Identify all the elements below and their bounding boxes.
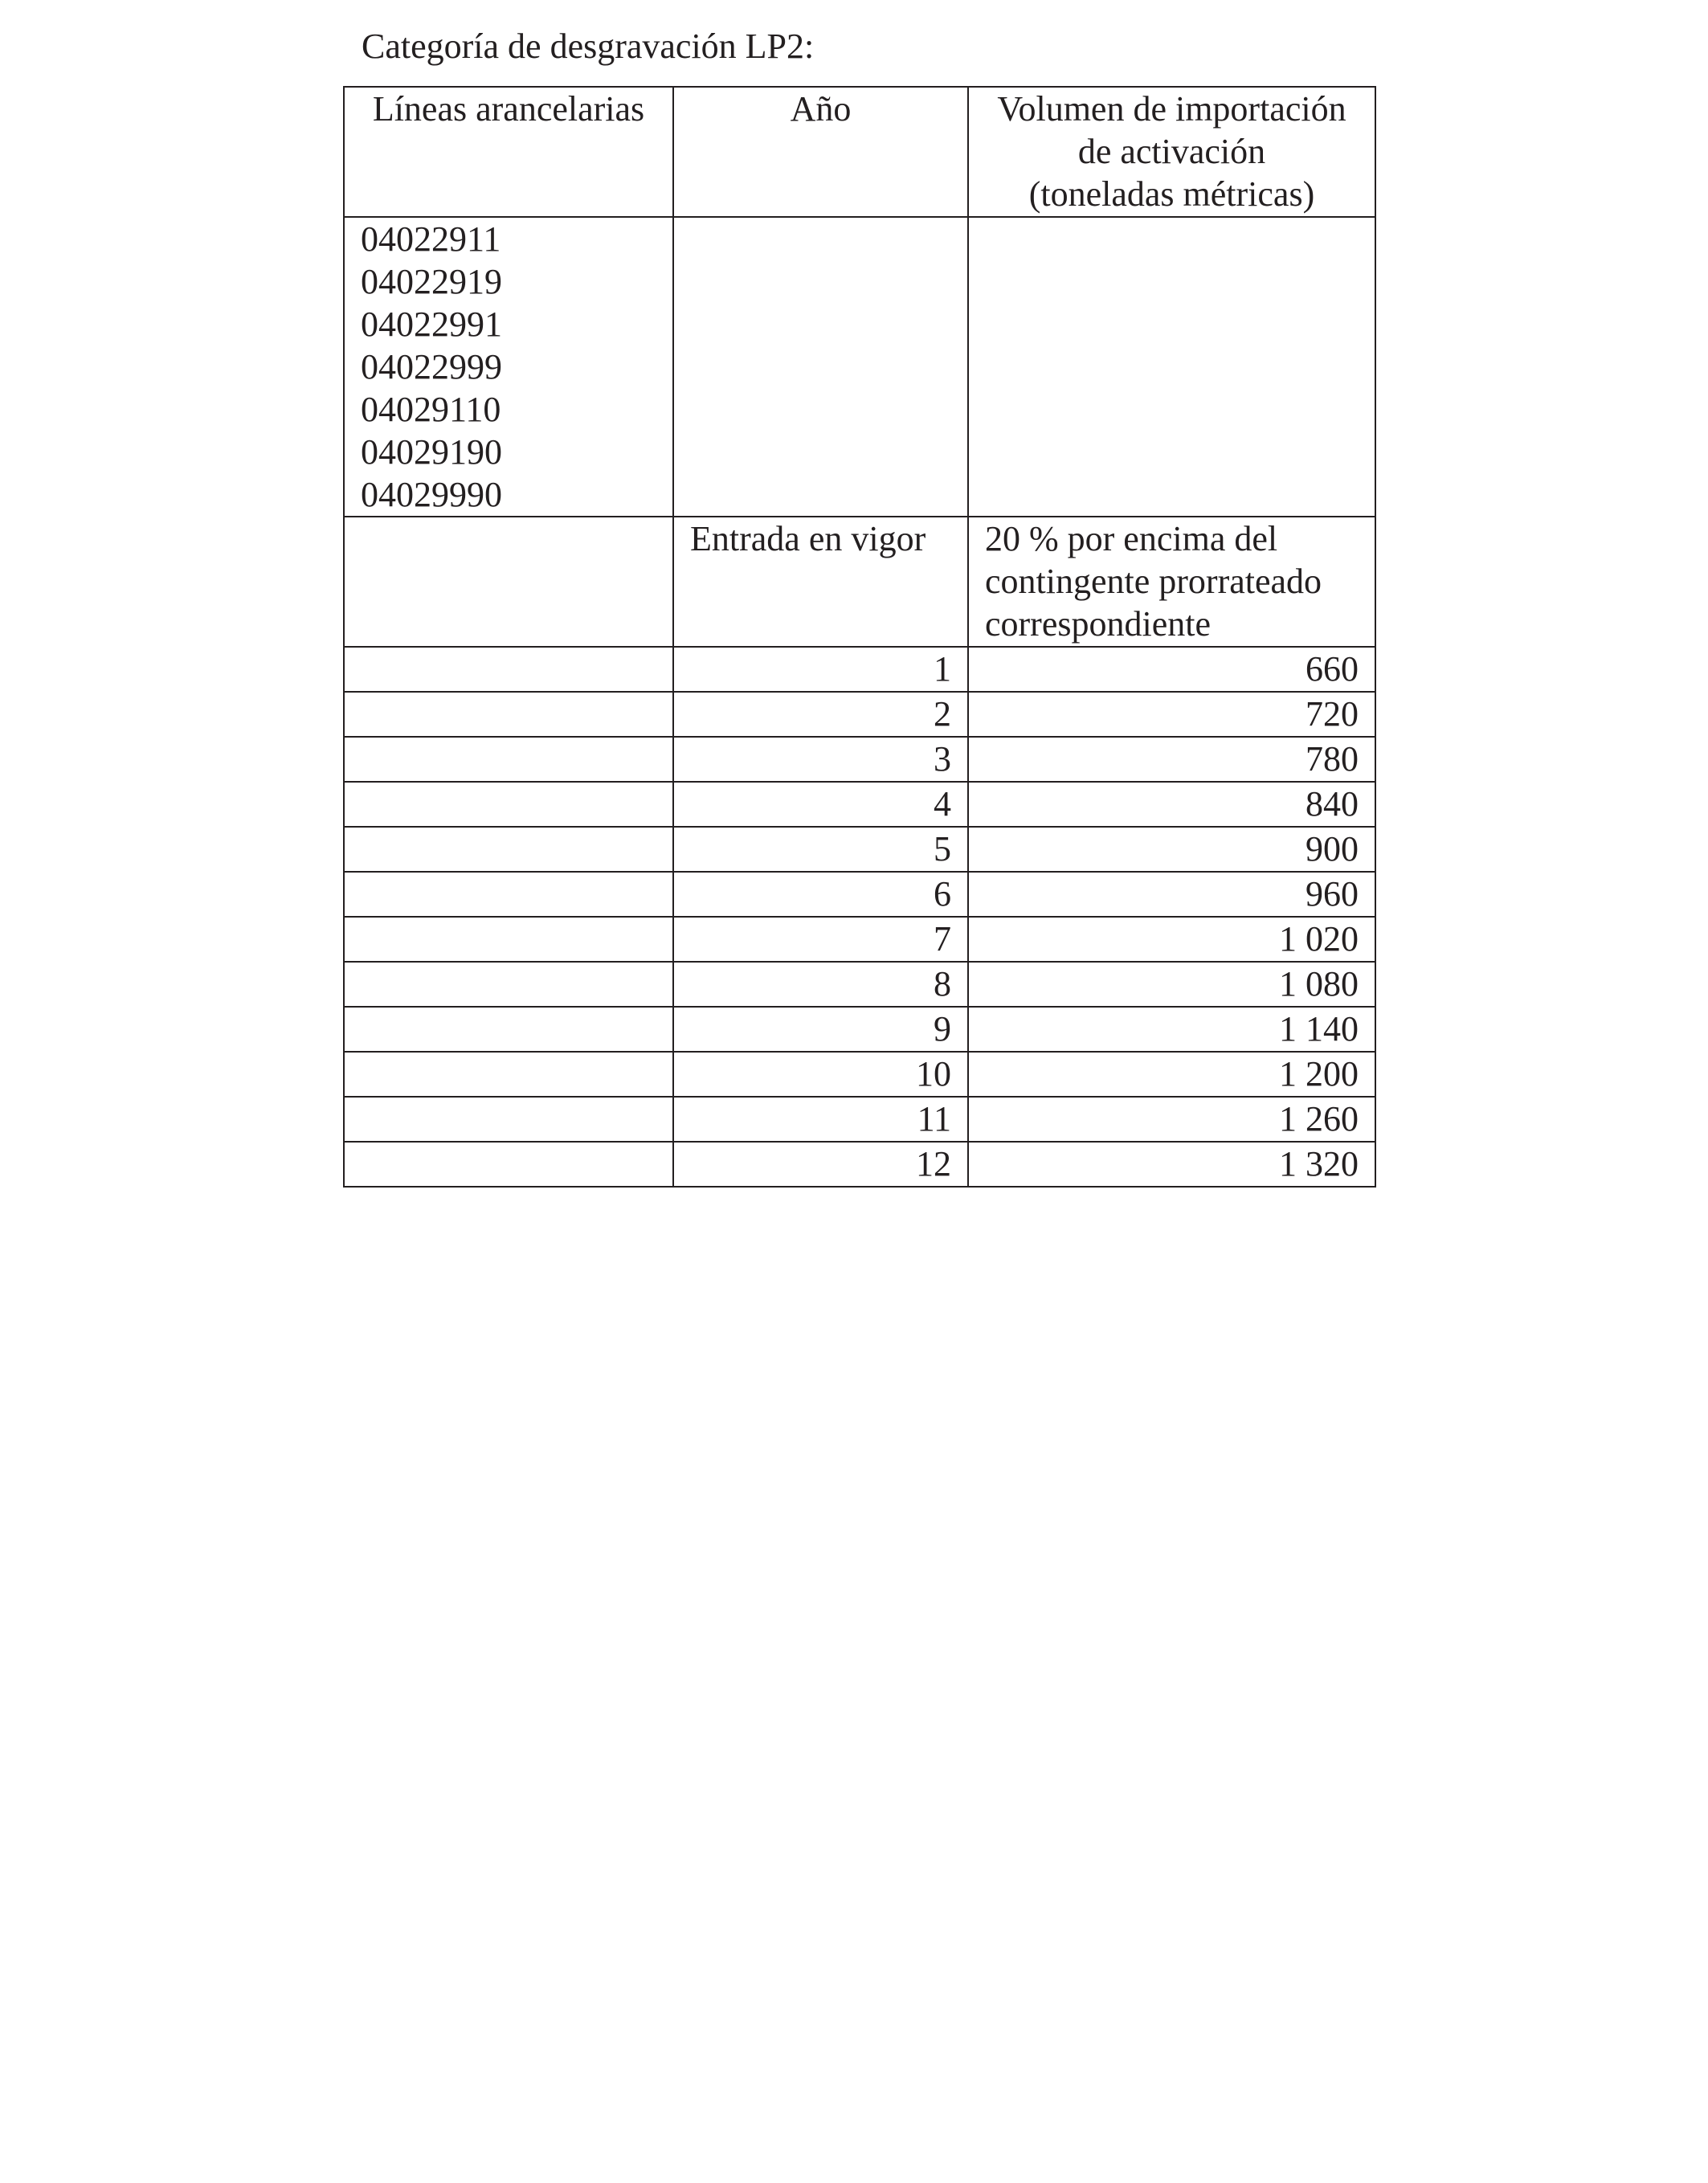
- tariff-line: 04022919: [361, 262, 502, 301]
- entry-volume-cell: [968, 517, 1375, 647]
- tariff-line: 04022911: [361, 219, 501, 259]
- tariff-line: 04029990: [361, 475, 502, 514]
- empty-cell: [344, 517, 673, 647]
- entry-year-label: Entrada en vigor: [690, 519, 926, 558]
- empty-cell: [344, 692, 673, 737]
- section-heading: Categoría de desgravación LP2:: [362, 27, 815, 66]
- header-volume-line3: (toneladas métricas): [1028, 174, 1315, 214]
- header-tariff-lines-label: Líneas arancelarias: [372, 89, 645, 129]
- empty-cell: [344, 962, 673, 1007]
- volume-cell: 1 080: [968, 962, 1375, 1007]
- entry-into-force-row: [344, 517, 1375, 647]
- empty-cell: [344, 737, 673, 782]
- empty-cell: [344, 782, 673, 827]
- year-cell: 5: [673, 827, 968, 872]
- year-cell: 9: [673, 1007, 968, 1052]
- empty-cell: [968, 217, 1375, 517]
- activation-volume-table: [343, 86, 1376, 1188]
- empty-cell: [344, 1052, 673, 1097]
- year-cell: 3: [673, 737, 968, 782]
- tariff-line: 04029190: [361, 432, 502, 472]
- empty-cell: [344, 1097, 673, 1142]
- volume-cell: 780: [968, 737, 1375, 782]
- table-row: [344, 827, 1375, 872]
- empty-cell: [344, 917, 673, 962]
- volume-cell: 840: [968, 782, 1375, 827]
- volume-cell: 900: [968, 827, 1375, 872]
- year-cell: 10: [673, 1052, 968, 1097]
- volume-cell: 1 260: [968, 1097, 1375, 1142]
- table-row: [344, 962, 1375, 1007]
- year-cell: 12: [673, 1142, 968, 1187]
- header-tariff-lines: [344, 87, 673, 217]
- empty-cell: [673, 217, 968, 517]
- entry-volume-line1: 20 % por encima del: [985, 519, 1278, 558]
- volume-cell: 960: [968, 872, 1375, 917]
- volume-cell: 1 320: [968, 1142, 1375, 1187]
- empty-cell: [344, 827, 673, 872]
- tariff-lines-row: [344, 217, 1375, 517]
- table-header-row: [344, 87, 1375, 217]
- tariff-line: 04029110: [361, 390, 501, 429]
- header-volume-line1: Volumen de importación: [997, 89, 1346, 129]
- table-row: [344, 872, 1375, 917]
- year-cell: 4: [673, 782, 968, 827]
- tariff-line: 04022999: [361, 347, 502, 386]
- tariff-line: 04022991: [361, 305, 502, 344]
- header-year-label: Año: [790, 89, 852, 129]
- empty-cell: [344, 872, 673, 917]
- table-row: [344, 1097, 1375, 1142]
- table-row: [344, 1142, 1375, 1187]
- volume-cell: 720: [968, 692, 1375, 737]
- volume-cell: 1 140: [968, 1007, 1375, 1052]
- empty-cell: [344, 1007, 673, 1052]
- table-row: [344, 692, 1375, 737]
- header-year: [673, 87, 968, 217]
- year-cell: 2: [673, 692, 968, 737]
- header-activation-volume: [968, 87, 1375, 217]
- table-row: [344, 1007, 1375, 1052]
- table-row: [344, 647, 1375, 692]
- table-row: [344, 737, 1375, 782]
- table-row: [344, 917, 1375, 962]
- year-cell: 11: [673, 1097, 968, 1142]
- entry-year-cell: [673, 517, 968, 647]
- volume-cell: 660: [968, 647, 1375, 692]
- year-cell: 6: [673, 872, 968, 917]
- year-cell: 8: [673, 962, 968, 1007]
- empty-cell: [344, 1142, 673, 1187]
- table-row: [344, 782, 1375, 827]
- year-cell: 1: [673, 647, 968, 692]
- year-cell: 7: [673, 917, 968, 962]
- volume-cell: 1 020: [968, 917, 1375, 962]
- entry-volume-line3: correspondiente: [985, 604, 1211, 644]
- tariff-lines-cell: [344, 217, 673, 517]
- volume-cell: 1 200: [968, 1052, 1375, 1097]
- empty-cell: [344, 647, 673, 692]
- entry-volume-line2: contingente prorrateado: [985, 562, 1322, 601]
- table-row: [344, 1052, 1375, 1097]
- header-volume-line2: de activación: [1077, 132, 1266, 171]
